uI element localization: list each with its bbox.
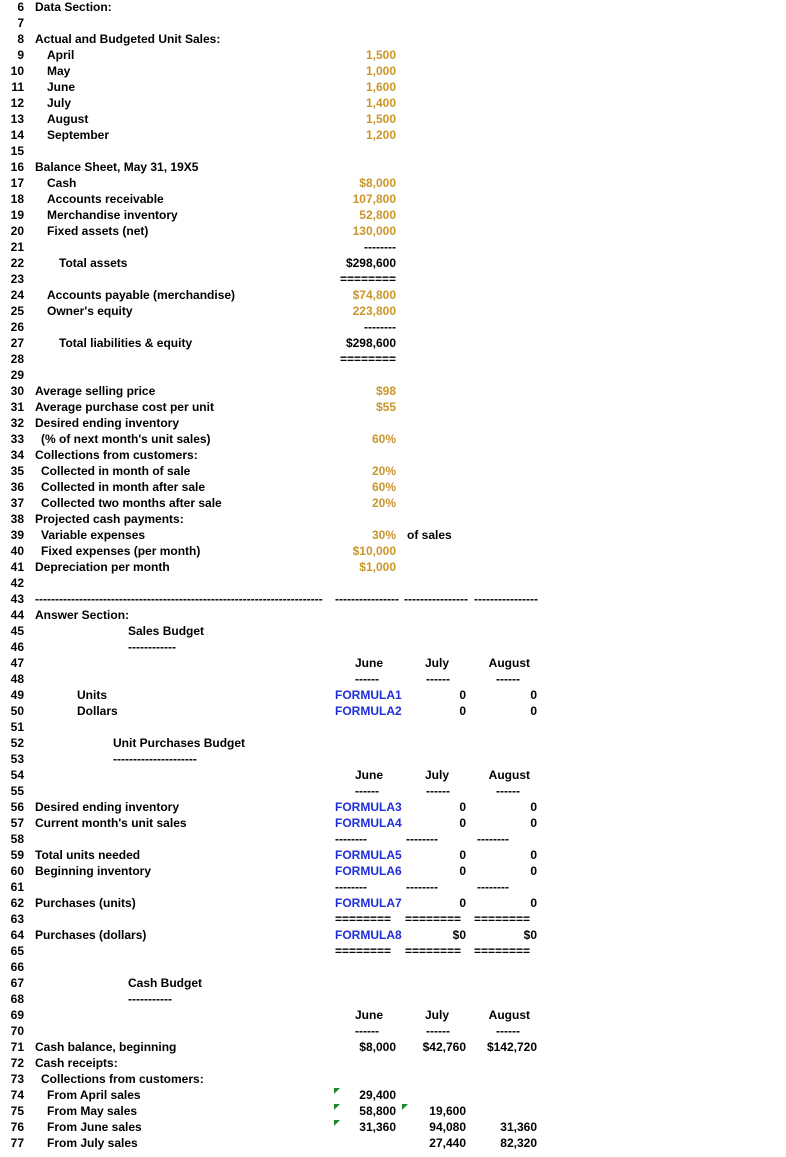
row-number[interactable]: 71 (10, 1040, 24, 1054)
row-number[interactable]: 12 (10, 96, 24, 110)
cell-col-c[interactable]: ------ (426, 1024, 450, 1038)
cell-label[interactable]: Fixed assets (net) (47, 224, 149, 238)
row-number[interactable]: 74 (10, 1088, 24, 1102)
row-number[interactable]: 20 (10, 224, 24, 238)
sheet-row (0, 15, 786, 31)
cell-col-b[interactable]: FORMULA2 (335, 704, 402, 718)
sheet-row (0, 63, 786, 79)
cell-label[interactable]: Collected two months after sale (41, 496, 222, 510)
row-number[interactable]: 26 (10, 320, 24, 334)
cell-col-b[interactable]: FORMULA3 (335, 800, 402, 814)
cell-col-b[interactable]: 60% (371, 480, 396, 494)
sheet-row (0, 1023, 786, 1039)
row-number[interactable]: 32 (10, 416, 24, 430)
row-number[interactable]: 44 (10, 608, 24, 622)
sheet-row (0, 479, 786, 495)
sheet-row (0, 927, 786, 943)
cell-label[interactable]: Purchases (dollars) (35, 928, 147, 942)
cell-col-c[interactable]: -------- (406, 880, 438, 894)
row-number[interactable]: 56 (10, 800, 24, 814)
cell-col-b[interactable]: -------- (335, 880, 367, 894)
cell-label[interactable]: Fixed expenses (per month) (41, 544, 201, 558)
cell-col-b[interactable]: ---------------- (335, 592, 399, 606)
sheet-row (0, 271, 786, 287)
cell-label[interactable]: Projected cash payments: (35, 512, 184, 526)
row-number[interactable]: 68 (10, 992, 24, 1006)
sheet-row (0, 1087, 786, 1103)
row-number[interactable]: 67 (10, 976, 24, 990)
cell-col-b[interactable]: 223,800 (352, 304, 396, 318)
row-number[interactable]: 69 (10, 1008, 24, 1022)
cell-col-c[interactable]: 19,600 (429, 1104, 466, 1118)
cell-col-b[interactable]: 1,500 (365, 112, 396, 126)
cell-col-b[interactable]: 60% (371, 432, 396, 446)
cell-col-b[interactable]: 130,000 (352, 224, 396, 238)
cell-label[interactable]: Total units needed (35, 848, 141, 862)
sheet-row (0, 991, 786, 1007)
cell-col-c[interactable]: $0 (452, 928, 466, 942)
row-number[interactable]: 48 (10, 672, 24, 686)
row-number[interactable]: 75 (10, 1104, 24, 1118)
row-number[interactable]: 62 (10, 896, 24, 910)
sheet-row (0, 447, 786, 463)
sheet-row (0, 1055, 786, 1071)
sheet-row (0, 319, 786, 335)
sheet-row (0, 239, 786, 255)
sheet-row (0, 751, 786, 767)
cell-col-c[interactable]: ======== (405, 912, 462, 926)
sheet-row (0, 959, 786, 975)
cell-col-c[interactable]: of sales (407, 528, 452, 542)
sheet-row (0, 559, 786, 575)
cell-col-c[interactable]: 94,080 (429, 1120, 466, 1134)
cell-col-d[interactable]: ------ (496, 1024, 520, 1038)
sheet-row (0, 815, 786, 831)
cell-label[interactable]: From April sales (47, 1088, 141, 1102)
sheet-row (0, 287, 786, 303)
cell-col-b[interactable]: June (354, 1008, 383, 1022)
cell-label[interactable]: Unit Purchases Budget (113, 736, 246, 750)
cell-col-d[interactable]: ------ (496, 784, 520, 798)
cell-col-b[interactable]: FORMULA4 (335, 816, 402, 830)
cell-col-b[interactable]: $10,000 (352, 544, 396, 558)
sheet-row (0, 1039, 786, 1055)
sheet-row (0, 1103, 786, 1119)
cell-col-b[interactable]: -------- (364, 320, 396, 334)
cell-label[interactable]: From July sales (47, 1136, 138, 1150)
cell-col-c[interactable]: July (424, 1008, 449, 1022)
cell-col-c[interactable]: 0 (459, 704, 466, 718)
cell-label[interactable]: Accounts receivable (47, 192, 164, 206)
row-number[interactable]: 58 (10, 832, 24, 846)
sheet-row (0, 879, 786, 895)
sheet-row (0, 127, 786, 143)
row-number[interactable]: 24 (10, 288, 24, 302)
cell-col-c[interactable]: July (424, 768, 449, 782)
sheet-row (0, 495, 786, 511)
row-number[interactable]: 42 (10, 576, 24, 590)
sheet-row (0, 671, 786, 687)
cell-col-b[interactable]: FORMULA6 (335, 864, 402, 878)
row-number[interactable]: 53 (10, 752, 24, 766)
sheet-row (0, 95, 786, 111)
sheet-row (0, 943, 786, 959)
cell-col-d[interactable]: -------- (477, 880, 509, 894)
sheet-row (0, 687, 786, 703)
comment-indicator-icon (334, 1088, 340, 1094)
cell-label[interactable]: September (47, 128, 110, 142)
cell-col-b[interactable]: $74,800 (352, 288, 396, 302)
cell-label[interactable]: Answer Section: (35, 608, 130, 622)
row-number[interactable]: 52 (10, 736, 24, 750)
cell-col-b[interactable]: 1,400 (365, 96, 396, 110)
cell-label[interactable]: Average selling price (35, 384, 156, 398)
sheet-row (0, 383, 786, 399)
cell-label[interactable]: Average purchase cost per unit (35, 400, 214, 414)
row-number[interactable]: 16 (10, 160, 24, 174)
row-number[interactable]: 28 (10, 352, 24, 366)
sheet-row (0, 783, 786, 799)
row-number[interactable]: 76 (10, 1120, 24, 1134)
cell-col-c[interactable]: 0 (459, 688, 466, 702)
cell-col-d[interactable]: 0 (530, 848, 537, 862)
cell-col-d[interactable]: -------- (477, 832, 509, 846)
cell-col-d[interactable]: ======== (474, 912, 531, 926)
row-number[interactable]: 61 (10, 880, 24, 894)
sheet-row (0, 191, 786, 207)
row-number[interactable]: 11 (11, 80, 24, 94)
row-number[interactable]: 41 (10, 560, 24, 574)
row-number[interactable]: 59 (10, 848, 24, 862)
cell-col-d[interactable]: 0 (530, 704, 537, 718)
row-number[interactable]: 6 (17, 0, 24, 14)
sheet-row (0, 255, 786, 271)
row-number[interactable]: 50 (10, 704, 24, 718)
cell-col-b[interactable]: ======== (335, 944, 392, 958)
row-number[interactable]: 46 (10, 640, 24, 654)
sheet-row (0, 863, 786, 879)
row-number[interactable]: 34 (10, 448, 24, 462)
sheet-row (0, 719, 786, 735)
row-number[interactable]: 9 (17, 48, 24, 62)
sheet-row (0, 895, 786, 911)
cell-col-d[interactable]: August (488, 1008, 530, 1022)
sheet-row (0, 1119, 786, 1135)
row-number[interactable]: 55 (10, 784, 24, 798)
sheet-row (0, 767, 786, 783)
sheet-row (0, 415, 786, 431)
row-number[interactable]: 14 (10, 128, 24, 142)
cell-col-d[interactable]: 0 (530, 816, 537, 830)
cell-col-b[interactable]: 58,800 (359, 1104, 396, 1118)
sheet-row (0, 655, 786, 671)
sheet-row (0, 79, 786, 95)
cell-col-c[interactable]: ------ (426, 672, 450, 686)
cell-col-b[interactable]: ------ (355, 784, 379, 798)
cell-col-c[interactable]: ---------------- (404, 592, 468, 606)
sheet-row (0, 623, 786, 639)
sheet-row (0, 207, 786, 223)
cell-col-b[interactable]: 20% (371, 464, 396, 478)
cell-col-b[interactable]: 20% (371, 496, 396, 510)
row-number[interactable]: 7 (17, 16, 24, 30)
cell-col-d[interactable]: 0 (530, 896, 537, 910)
cell-col-b[interactable]: 31,360 (359, 1120, 396, 1134)
cell-col-b[interactable]: ------ (355, 672, 379, 686)
cell-col-b[interactable]: $8,000 (359, 176, 396, 190)
sheet-row (0, 1071, 786, 1087)
cell-col-d[interactable]: 0 (530, 864, 537, 878)
row-number[interactable]: 35 (10, 464, 24, 478)
cell-label[interactable]: Units (77, 688, 107, 702)
cell-col-d[interactable]: 82,320 (500, 1136, 537, 1150)
cell-col-d[interactable]: ------ (496, 672, 520, 686)
row-number[interactable]: 73 (10, 1072, 24, 1086)
cell-label[interactable]: Variable expenses (41, 528, 146, 542)
row-number[interactable]: 47 (10, 656, 24, 670)
sheet-row (0, 703, 786, 719)
cell-label[interactable]: --------------------- (113, 752, 197, 766)
row-number[interactable]: 36 (10, 480, 24, 494)
cell-col-d[interactable]: ======== (474, 944, 531, 958)
row-number[interactable]: 17 (10, 176, 24, 190)
cell-label[interactable]: Actual and Budgeted Unit Sales: (35, 32, 221, 46)
sheet-row (0, 175, 786, 191)
sheet-row (0, 111, 786, 127)
row-number[interactable]: 37 (10, 496, 24, 510)
sheet-row (0, 591, 786, 607)
cell-col-b[interactable]: -------- (364, 240, 396, 254)
row-number[interactable]: 21 (10, 240, 24, 254)
sheet-row (0, 799, 786, 815)
cell-col-b[interactable]: $98 (375, 384, 396, 398)
sheet-row (0, 143, 786, 159)
cell-col-c[interactable]: $42,760 (422, 1040, 466, 1054)
cell-col-c[interactable]: 0 (459, 896, 466, 910)
sheet-row (0, 735, 786, 751)
sheet-row (0, 47, 786, 63)
cell-col-b[interactable]: June (354, 656, 383, 670)
row-number[interactable]: 30 (10, 384, 24, 398)
cell-col-c[interactable]: -------- (406, 832, 438, 846)
cell-col-b[interactable]: ======== (339, 352, 396, 366)
sheet-row (0, 223, 786, 239)
cell-label[interactable]: April (47, 48, 75, 62)
cell-label[interactable]: Sales Budget (128, 624, 205, 638)
row-number[interactable]: 13 (10, 112, 24, 126)
cell-label[interactable]: From June sales (47, 1120, 142, 1134)
sheet-row (0, 831, 786, 847)
sheet-row (0, 543, 786, 559)
row-number[interactable]: 29 (10, 368, 24, 382)
cell-col-b[interactable]: 107,800 (352, 192, 396, 206)
cell-col-b[interactable]: FORMULA5 (335, 848, 402, 862)
cell-label[interactable]: ----------- (128, 992, 172, 1006)
cell-label[interactable]: Total assets (59, 256, 128, 270)
cell-label[interactable]: ------------ (128, 640, 176, 654)
sheet-row (0, 975, 786, 991)
cell-label[interactable]: (% of next month's unit sales) (41, 432, 211, 446)
cell-col-b[interactable]: FORMULA1 (335, 688, 402, 702)
sheet-row (0, 911, 786, 927)
sheet-row (0, 511, 786, 527)
cell-label[interactable]: Beginning inventory (35, 864, 152, 878)
cell-col-d[interactable]: ---------------- (474, 592, 538, 606)
cell-col-b[interactable]: 1,000 (365, 64, 396, 78)
row-number[interactable]: 10 (10, 64, 24, 78)
sheet-row (0, 0, 786, 15)
row-number[interactable]: 31 (10, 400, 24, 414)
cell-label[interactable]: Dollars (77, 704, 118, 718)
row-number[interactable]: 27 (10, 336, 24, 350)
sheet-row (0, 31, 786, 47)
row-number[interactable]: 18 (10, 192, 24, 206)
cell-col-b[interactable]: 30% (371, 528, 396, 542)
cell-label[interactable]: From May sales (47, 1104, 138, 1118)
row-number[interactable]: 40 (10, 544, 24, 558)
cell-col-c[interactable]: July (424, 656, 449, 670)
cell-col-b[interactable]: FORMULA7 (335, 896, 402, 910)
cell-col-b[interactable]: ======== (335, 912, 392, 926)
row-number[interactable]: 54 (10, 768, 24, 782)
sheet-row (0, 159, 786, 175)
cell-label[interactable]: Merchandise inventory (47, 208, 178, 222)
cell-label[interactable]: ------------------------------------------------------------------------ (35, 592, 323, 606)
cell-col-b[interactable]: 1,500 (365, 48, 396, 62)
cell-col-d[interactable]: 0 (530, 688, 537, 702)
sheet-row (0, 847, 786, 863)
row-number[interactable]: 72 (10, 1056, 24, 1070)
cell-col-d[interactable]: August (488, 768, 530, 782)
cell-col-d[interactable]: $142,720 (486, 1040, 537, 1054)
cell-label[interactable]: Total liabilities & equity (59, 336, 193, 350)
cell-col-b[interactable]: $298,600 (345, 336, 396, 350)
cell-col-c[interactable]: 0 (459, 864, 466, 878)
row-number[interactable]: 19 (10, 208, 24, 222)
row-number[interactable]: 8 (17, 32, 24, 46)
row-number[interactable]: 63 (10, 912, 24, 926)
cell-label[interactable]: July (47, 96, 72, 110)
cell-col-b[interactable]: 52,800 (359, 208, 396, 222)
sheet-row (0, 639, 786, 655)
cell-col-d[interactable]: 0 (530, 800, 537, 814)
cell-col-b[interactable]: 1,600 (365, 80, 396, 94)
sheet-row (0, 575, 786, 591)
cell-col-b[interactable]: $8,000 (359, 1040, 396, 1054)
row-number[interactable]: 38 (10, 512, 24, 526)
cell-label[interactable]: Collected in month of sale (41, 464, 191, 478)
cell-label[interactable]: Collections from customers: (35, 448, 198, 462)
cell-col-b[interactable]: 1,200 (365, 128, 396, 142)
cell-col-b[interactable]: $55 (375, 400, 396, 414)
row-number[interactable]: 15 (10, 144, 24, 158)
cell-col-c[interactable]: ------ (426, 784, 450, 798)
comment-indicator-icon (402, 1104, 408, 1110)
cell-col-d[interactable]: August (488, 656, 530, 670)
row-number[interactable]: 45 (10, 624, 24, 638)
cell-label[interactable]: May (47, 64, 71, 78)
row-number[interactable]: 60 (10, 864, 24, 878)
sheet-row (0, 463, 786, 479)
sheet-row (0, 527, 786, 543)
cell-label[interactable]: Depreciation per month (35, 560, 170, 574)
row-number[interactable]: 65 (10, 944, 24, 958)
cell-col-c[interactable]: 0 (459, 800, 466, 814)
cell-col-b[interactable]: $298,600 (345, 256, 396, 270)
row-number[interactable]: 25 (10, 304, 24, 318)
row-number[interactable]: 57 (10, 816, 24, 830)
sheet-row (0, 367, 786, 383)
row-number[interactable]: 70 (10, 1024, 24, 1038)
cell-col-c[interactable]: 0 (459, 816, 466, 830)
cell-label[interactable]: June (47, 80, 76, 94)
row-number[interactable]: 39 (10, 528, 24, 542)
cell-label[interactable]: Data Section: (35, 0, 112, 14)
cell-col-b[interactable]: ------ (355, 1024, 379, 1038)
row-number[interactable]: 43 (10, 592, 24, 606)
cell-col-d[interactable]: $0 (523, 928, 537, 942)
row-number[interactable]: 66 (10, 960, 24, 974)
sheet-row (0, 431, 786, 447)
sheet-row (0, 607, 786, 623)
cell-label[interactable]: Cash receipts: (35, 1056, 118, 1070)
sheet-row (0, 399, 786, 415)
sheet-row (0, 1007, 786, 1023)
cell-label[interactable]: Current month's unit sales (35, 816, 187, 830)
row-number[interactable]: 77 (10, 1136, 24, 1150)
sheet-row (0, 351, 786, 367)
cell-label[interactable]: Cash Budget (128, 976, 203, 990)
row-number[interactable]: 33 (10, 432, 24, 446)
cell-col-b[interactable]: 29,400 (359, 1088, 396, 1102)
cell-label[interactable]: Desired ending inventory (35, 800, 180, 814)
cell-col-b[interactable]: June (354, 768, 383, 782)
cell-label[interactable]: Desired ending inventory (35, 416, 180, 430)
cell-col-c[interactable]: 27,440 (429, 1136, 466, 1150)
cell-label[interactable]: Collected in month after sale (41, 480, 206, 494)
row-number[interactable]: 49 (10, 688, 24, 702)
sheet-row (0, 303, 786, 319)
cell-label[interactable]: Balance Sheet, May 31, 19X5 (35, 160, 199, 174)
row-number[interactable]: 23 (10, 272, 24, 286)
sheet-row (0, 335, 786, 351)
sheet-row (0, 1135, 786, 1151)
cell-col-b[interactable]: FORMULA8 (335, 928, 402, 942)
cell-label[interactable]: Purchases (units) (35, 896, 136, 910)
cell-label[interactable]: Collections from customers: (41, 1072, 204, 1086)
cell-col-c[interactable]: ======== (405, 944, 462, 958)
cell-label[interactable]: Accounts payable (merchandise) (47, 288, 236, 302)
comment-indicator-icon (334, 1120, 340, 1126)
row-number[interactable]: 51 (10, 720, 24, 734)
cell-col-c[interactable]: 0 (459, 848, 466, 862)
cell-label[interactable]: Cash balance, beginning (35, 1040, 177, 1054)
row-number[interactable]: 64 (10, 928, 24, 942)
cell-col-b[interactable]: -------- (335, 832, 367, 846)
comment-indicator-icon (334, 1104, 340, 1110)
cell-label[interactable]: Owner's equity (47, 304, 133, 318)
cell-col-d[interactable]: 31,360 (500, 1120, 537, 1134)
cell-label[interactable]: August (47, 112, 89, 126)
row-number[interactable]: 22 (10, 256, 24, 270)
cell-col-b[interactable]: $1,000 (359, 560, 396, 574)
cell-col-b[interactable]: ======== (339, 272, 396, 286)
cell-label[interactable]: Cash (47, 176, 77, 190)
